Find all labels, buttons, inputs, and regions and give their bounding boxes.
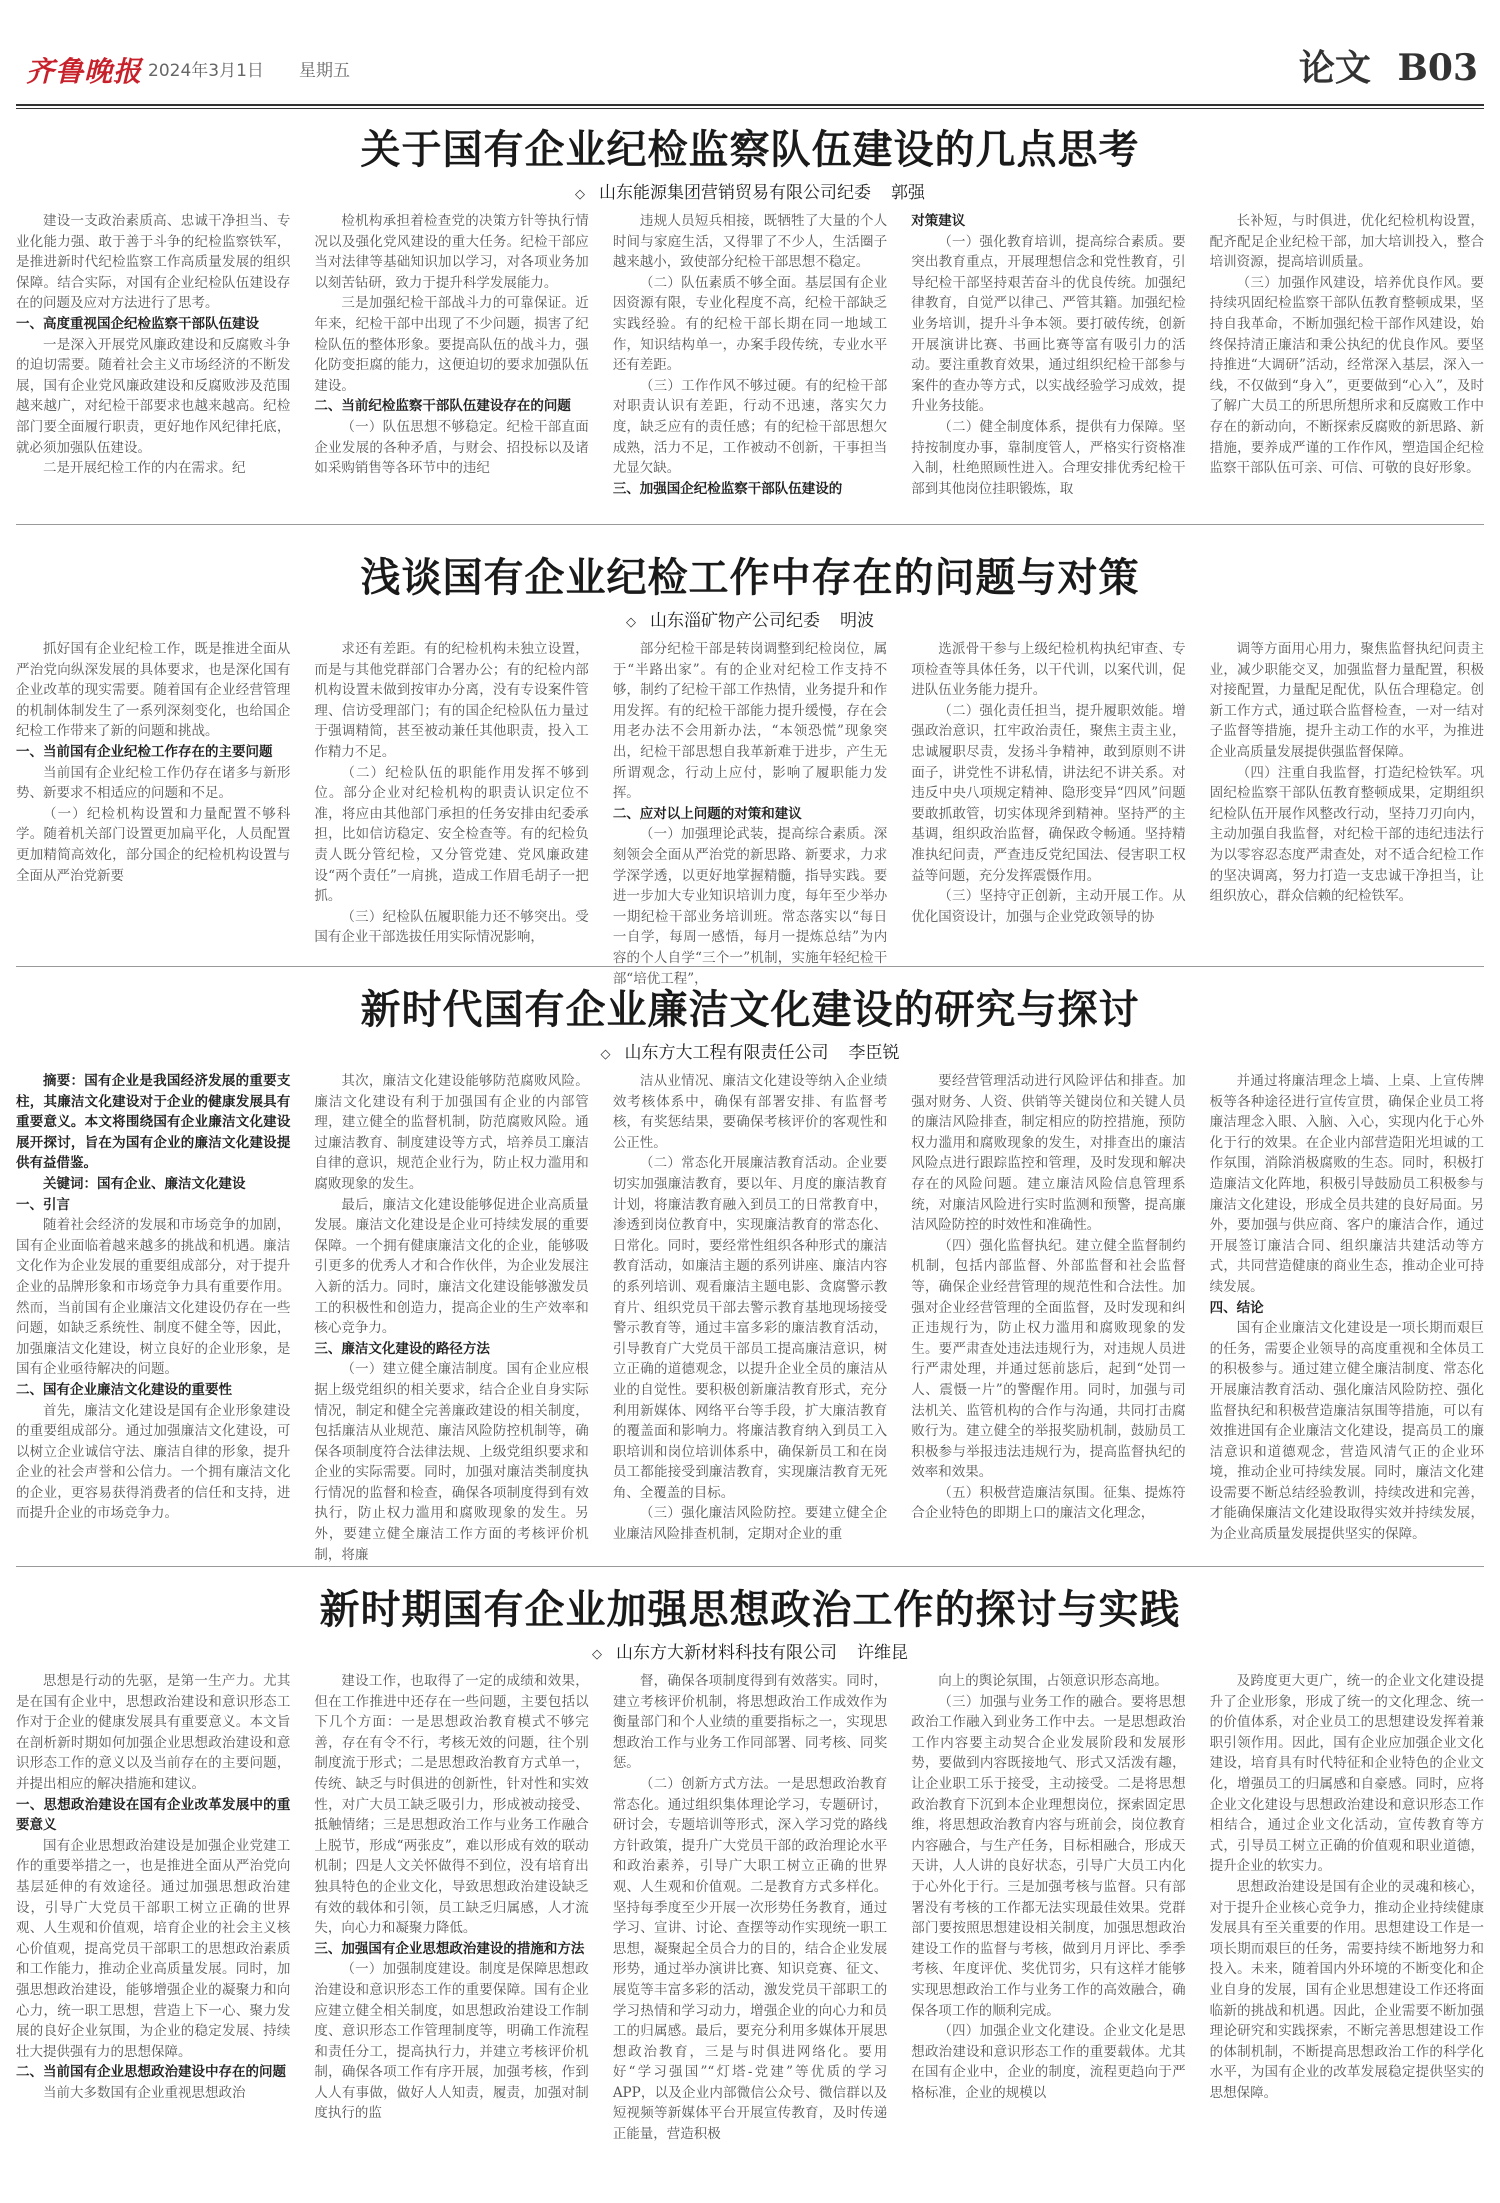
article-column bbox=[314, 211, 588, 509]
paragraph: 督，确保各项制度得到有效落实。同时，建立考核评价机制，将思想政治工作成效作为衡量部门和个人业绩的重要指标之一，实现思想政治工作与业务工作同部署、同考核、同奖惩。 bbox=[612, 1673, 888, 1772]
author-name: 李臣锐 bbox=[848, 1043, 900, 1063]
paragraph: （一）建立健全廉洁制度。国有企业应根据上级党组织的相关要求，结合企业自身实际情况，制定和健全完善廉政建设的相关制度，包括廉洁从业规范、廉洁风险防控机制等，确保各项制度符合法律法规、上级党组织要求和企业的实际需要。同时，加强对廉洁类制度执行情况的监督和检查，确保各项制度得到有效执行，防止权力滥用和腐败现象的发生。另外，要建立健全廉洁工作方面的考核评价机制，将廉 bbox=[314, 1361, 589, 1563]
paragraph: 要经营管理活动进行风险评估和排查。加强对财务、人资、供销等关键岗位和关键人员的廉洁风险排查，制定相应的防控措施，预防权力滥用和腐败现象的发生，对排查出的廉洁风险点进行跟踪监控和管理，及时发现和解决存在的风险问题。建立廉洁风险信息管理系统，对廉洁风险进行实时监测和预警，提高廉洁风险防控的时效性和准确性。 bbox=[911, 1073, 1186, 1234]
paragraph: 并通过将廉洁理念上墙、上桌、上宣传牌板等各种途径进行宣传宣贯，确保企业员工将廉洁理念入眼、入脑、入心，实现内化于心外化于行的效果。在企业内部营造阳光坦诚的工作氛围，消除消极腐败的生态。同时，积极打造廉洁文化阵地，积极引导鼓励员工积极参与廉洁文化建设，形成全员共建的良好局面。另外，要加强与供应商、客户的廉洁合作，通过开展签订廉洁合同、组织廉洁共建活动等方式，共同营造健康的商业生态，推动企业可持续发展。 bbox=[1209, 1073, 1485, 1295]
diamond-icon: ◇ bbox=[600, 1047, 611, 1062]
section-heading: 三、廉洁文化建设的路径方法 bbox=[314, 1340, 490, 1357]
paragraph: （一）队伍思想不够稳定。纪检干部直面企业发展的各种矛盾，与财会、招投标以及诸如采购销售等各环节中的违纪 bbox=[314, 418, 589, 477]
paragraph: （四）注重自我监督，打造纪检铁军。巩固纪检监察干部队伍教育整顿成果，定期组织纪检队伍开展作风整改行动，坚持刀刃向内，主动加强自我监督，对纪检干部的违纪违法行为以零容忍态度严肃查处，对不适合纪检工作的坚决调离，努力打造一支忠诚干净担当，让组织放心，群众信赖的纪检铁军。 bbox=[1209, 764, 1485, 905]
issue-weekday: 星期五 bbox=[299, 61, 350, 81]
article-3 bbox=[16, 978, 1485, 1563]
article-column bbox=[1210, 639, 1484, 970]
article-column bbox=[16, 1671, 290, 2196]
article-column bbox=[314, 1671, 588, 2196]
article-column bbox=[911, 211, 1185, 509]
article-title: 新时代国有企业廉洁文化建设的研究与探讨 bbox=[360, 986, 1140, 1033]
newspaper-logo: 齐鲁晚报 bbox=[26, 55, 143, 88]
article-column bbox=[16, 211, 290, 509]
paragraph: 检机构承担着检查党的决策方针等执行情况以及强化党风建设的重大任务。纪检干部应当对法律等基础知识加以学习，对各项业务加以刻苦钻研，致力于提升科学发展能力。 bbox=[314, 213, 589, 291]
paragraph: 二是开展纪检工作的内在需求。纪 bbox=[43, 460, 246, 477]
paragraph: 洁从业情况、廉洁文化建设等纳入企业绩效考核体系中，确保有部署安排、有监督考核，有奖惩结果，要确保考核评价的客观性和公正性。 bbox=[612, 1073, 888, 1151]
paragraph: 当前国有企业纪检工作仍存在诸多与新形势、新要求不相适应的问题和不足。 bbox=[16, 764, 291, 802]
paragraph: （二）创新方式方法。一是思想政治教育常态化。通过组织集体理论学习，专题研讨，研讨会，专题培训等形式，深入学习党的路线方针政策，提升广大党员干部的政治理论水平和政治素养，引导广大职工树立正确的世界观、人生观和价值观。二是教育方式多样化。坚持每季度至少开展一次形势任务教育，通过学习、宣讲、讨论、查摆等动作实现统一职工思想，凝聚起全员合力的目的，结合企业发展形势，通过举办演讲比赛、知识竞赛、征文、展览等丰富多彩的活动，激发党员干部职工的学习热情和学习动力，增强企业的向心力和员工的归属感。最后，要充分利用多媒体开展思想政治教育，三是与时俱进网络化。要用好“学习强国”“灯塔-党建”等优质的学习APP，以及企业内部微信公众号、微信群以及短视频等新媒体平台开展宣传教育，及时传递正能量，营造积极 bbox=[612, 1775, 888, 2143]
paragraph: 抓好国有企业纪检工作，既是推进全面从严治党向纵深发展的具体要求，也是深化国有企业改革的现实需要。随着国有企业经营管理的机制体制发生了一系列深刻变化，也给国企纪检工作带来了新的问题和挑战。 bbox=[16, 641, 291, 740]
paragraph: （三）加强与业务工作的融合。要将思想政治工作融入到业务工作中去。一是思想政治工作内容要主动契合企业发展阶段和发展形势，要做到内容既接地气、形式又活泼有趣，让企业职工乐于接受，主动接受。二是将思想政治教育下沉到本企业理想岗位，探索固定思维，将思想政治教育内容与班前会，岗位教育内容融合，与生产任务，目标相融合，形成天天讲，人人讲的良好状态，引导广大员工内化于心外化于行。三是加强考核与监督。只有部署没有考核的工作都无法实现最佳效果。党群部门要按照思想建设相关制度，加强思想政治建设工作的监督与考核，做到月月评比、季季考核、年度评优、奖优罚劣，只有这样才能够实现思想政治工作与业务工作的高效融合，确保各项工作的顺利完成。 bbox=[911, 1693, 1186, 2019]
article-column bbox=[314, 639, 588, 970]
paragraph: （一）加强理论武装，提高综合素质。深刻领会全面从严治党的新思路、新要求，力求学深学透，以更好地掌握精髓，指导实践。要进一步加大专业知识培训力度，每年至少举办一期纪检干部业务培训班。常态落实以“每日一自学，每周一感悟，每月一提炼总结”为内容的个人自学“三个一”机制，实施年轻纪检干部“培优工程”， bbox=[612, 826, 888, 987]
article-column bbox=[613, 1671, 887, 2196]
section-heading: 二、国有企业廉洁文化建设的重要性 bbox=[16, 1381, 232, 1398]
paragraph: 求还有差距。有的纪检机构未独立设置，而是与其他党群部门合署办公；有的纪检内部机构设置未做到按审办分离，没有专设案件管理、信访受理部门；有的国企纪检队伍力量过于强调精简，甚至被动兼任其他职责，投入工作精力不足。 bbox=[314, 641, 589, 760]
article-body bbox=[16, 1071, 1485, 1563]
paragraph: 当前大多数国有企业重视思想政治 bbox=[43, 2084, 246, 2101]
article-byline bbox=[16, 178, 1484, 203]
paragraph: （三）加强作风建设，培养优良作风。要持续巩固纪检监察干部队伍教育整顿成果，坚持自我革命，不断加强纪检干部作风建设，始终保持清正廉洁和秉公执纪的优良作风。要坚持推进“大调研”活动，经常深入基层，深入一线，不仅做到“身入”，更要做到“心入”，及时了解广大员工的所思所想所求和反腐败工作中存在的新动向，不断探索反腐败的新思路、新措施，要养成严谨的工作作风，塑造国企纪检监察干部队伍可亲、可信、可敬的良好形象。 bbox=[1209, 274, 1485, 477]
diamond-icon: ◇ bbox=[592, 1647, 602, 1662]
paragraph: （四）加强企业文化建设。企业文化是思想政治建设和意识形态工作的重要载体。尤其在国有企业中，企业的制度，流程更趋向于严格标准，企业的规模以 bbox=[911, 2023, 1186, 2101]
paragraph: 长补短，与时俱进，优化纪检机构设置，配齐配足企业纪检干部，加大培训投入，整合培训资源，提高培训质量。 bbox=[1209, 213, 1485, 271]
diamond-icon: ◇ bbox=[575, 187, 585, 202]
article-body bbox=[16, 1671, 1484, 2196]
author-org: 山东能源集团营销贸易有限公司纪委 bbox=[599, 183, 871, 203]
paragraph: （三）纪检队伍履职能力还不够突出。受国有企业干部选拔任用实际情况影响， bbox=[314, 908, 589, 946]
paragraph: （二）强化责任担当，提升履职效能。增强政治意识，扛牢政治责任，聚焦主责主业，忠诚履职尽责，发扬斗争精神，敢到原则不讲面子，讲党性不讲私情，讲法纪不讲关系。对违反中央八项规定精神、隐形变异“四风”问题要敢抓敢管，切实体现斧到精神。坚持严的主基调，组织政治监督，确保政令畅通。坚持精准执纪问责，严查违反党纪国法、侵害职工权益等问题，充分发挥震慑作用。 bbox=[911, 702, 1186, 884]
paragraph: （二）队伍素质不够全面。基层国有企业因资源有限，专业化程度不高，纪检干部缺乏实践经验。有的纪检干部长期在同一地域工作，知识结构单一，办案手段传统，专业水平还有差距。 bbox=[612, 274, 888, 374]
article-column bbox=[911, 1071, 1185, 1557]
author-name: 许维昆 bbox=[857, 1643, 908, 1663]
abstract: 摘要：国有企业是我国经济发展的重要支柱，其廉洁文化建设对于企业的健康发展具有重要意义。本文将围绕国有企业廉洁文化建设展开探讨，旨在为国有企业的廉洁文化建设提供有益借鉴。 bbox=[16, 1073, 291, 1172]
author-org: 山东方大新材料科技有限公司 bbox=[616, 1643, 837, 1663]
article-column bbox=[314, 1071, 589, 1563]
section-heading: 二、当前国有企业思想政治建设中存在的问题 bbox=[16, 2064, 286, 2081]
section-heading: 一、思想政治建设在国有企业改革发展中的重要意义 bbox=[16, 1796, 291, 1834]
article-body bbox=[16, 211, 1484, 509]
article-column bbox=[16, 639, 290, 970]
section-heading: 二、应对以上问题的对策和建议 bbox=[612, 805, 802, 822]
page-number: B03 bbox=[1397, 47, 1478, 89]
paragraph: 建设工作，也取得了一定的成绩和效果，但在工作推进中还存在一些问题，主要包括以下几个方面：一是思想政治教育模式不够完善，存在有令不行，考核无效的问题，往个别制度流于形式；二是思想政治教育方式单一，传统、缺乏与时俱进的创新性，针对性和实效性，对广大员工缺乏吸引力，形成被动接受、抵触情绪；三是思想政治工作与业务工作融合上脱节，形成“两张皮”，难以形成有效的联动机制；四是人文关怀做得不到位，没有培育出独具特色的企业文化，导致思想政治建设缺乏有效的载体和引领，员工缺乏归属感，人才流失，向心力和凝聚力降低。 bbox=[314, 1673, 589, 1937]
author-org: 山东淄矿物产公司纪委 bbox=[650, 611, 820, 631]
article-column bbox=[1210, 1071, 1484, 1557]
article-body bbox=[16, 639, 1485, 987]
paragraph: （二）常态化开展廉洁教育活动。企业要切实加强廉洁教育，要以年、月度的廉洁教育计划，将廉洁教育融入到员工的日常教育中，渗透到岗位教育中，实现廉洁教育的常态化、日常化。同时，要经常性组织各种形式的廉洁教育活动，如廉洁主题的系列讲座、廉洁内容的系列培训、观看廉洁主题电影、贪腐警示教育片、组织党员干部去警示教育基地现场接受警示教育等，通过丰富多彩的廉洁教育活动，引导教育广大党员干部员工提高廉洁意识，树立正确的道德观念，以提升企业全员的廉洁从业的自觉性。要积极创新廉洁教育形式，充分利用新媒体、网络平台等手段，扩大廉洁教育的覆盖面和影响力。将廉洁教育纳入到员工入职培训和岗位培训体系中，确保新员工和在岗员工都能接受到廉洁教育，实现廉洁教育无死角、全覆盖的目标。 bbox=[612, 1155, 888, 1501]
paragraph: （三）坚持守正创新，主动开展工作。从优化国资设计，加强与企业党政领导的协 bbox=[911, 888, 1186, 925]
article-column bbox=[16, 1071, 290, 1557]
author-name: 明波 bbox=[840, 611, 874, 631]
article-title: 关于国有企业纪检监察队伍建设的几点思考 bbox=[360, 126, 1140, 173]
paragraph: （一）强化教育培训，提高综合素质。要突出教育重点，开展理想信念和党性教育，引导纪检干部坚持艰苦奋斗的优良传统。加强纪律教育，自觉严以律己、严管其籍。加强纪检业务培训，提升斗争本领。要打破传统，创新开展演讲比赛、书画比赛等富有吸引力的活动。要注重教育效果，通过组织纪检干部参与案件的查办等方式，以实战经验学习成效，提升业务技能。 bbox=[911, 233, 1186, 415]
paragraph: 部分纪检干部是转岗调整到纪检岗位，属于“半路出家”。有的企业对纪检工作支持不够，制约了纪检干部工作热情，业务提升和作用发挥。有的纪检干部能力提升缓慢，存在会用老办法不会用新办法，“本领恐慌”现象突出，纪检干部思想自我革新难于进步，产生无所谓观念，行动上应付，影响了履职能力发挥。 bbox=[612, 641, 888, 802]
author-name: 郭强 bbox=[891, 183, 925, 203]
article-1 bbox=[16, 118, 1484, 518]
section-heading: 对策建议 bbox=[911, 213, 966, 229]
article-divider bbox=[16, 524, 1484, 525]
masthead-rule-thin bbox=[16, 108, 1484, 109]
article-column bbox=[1210, 211, 1484, 509]
paragraph: 一是深入开展党风廉政建设和反腐败斗争的迫切需要。随着社会主义市场经济的不断发展，国有企业党风廉政建设和反腐败涉及范围越来越广，对纪检干部要求也越来越高。纪检部门要全面履行职责，更好地作风纪律托底，就必须加强队伍建设。 bbox=[16, 336, 291, 456]
article-column bbox=[613, 211, 887, 509]
article-title: 新时期国有企业加强思想政治工作的探讨与实践 bbox=[319, 1586, 1181, 1633]
paragraph: 其次，廉洁文化建设能够防范腐败风险。廉洁文化建设有利于加强国有企业的内部管理，建立健全的监督机制，防范腐败风险。通过廉洁教育、制度建设等方式，培养员工廉洁自律的意识，规范企业行为，防止权力滥用和腐败现象的发生。 bbox=[314, 1073, 589, 1192]
article-column bbox=[911, 1671, 1185, 2196]
section-heading: 三、加强国企纪检监察干部队伍建设的 bbox=[612, 480, 843, 497]
paragraph: 建设一支政治素质高、忠诚干净担当、专业化能力强、敢于善于斗争的纪检监察铁军，是推进新时代纪检监察工作高质量发展的组织保障。结合实际，对国有企业纪检队伍建设存在的问题及应对方法进行了思考。 bbox=[16, 213, 291, 312]
paragraph: （一）加强制度建设。制度是保障思想政治建设和意识形态工作的重要保障。国有企业应建立健全相关制度，如思想政治建设工作制度、意识形态工作管理制度等，明确工作流程和责任分工，提高执行力，并建立考核评价机制，确保各项工作有序开展，加强考核，作到人人有事做，做好人人知责，履责，加强对制度执行的监 bbox=[314, 1961, 589, 2122]
paragraph: 及跨度更大更广，统一的企业文化建设提升了企业形象，形成了统一的文化理念、统一的价值体系，对企业员工的思想建设发挥着兼职引领作用。因此，国有企业应加强企业文化建设，培育具有时代特征和企业特色的企业文化，增强员工的归属感和自豪感。同时，应将企业文化建设与思想政治建设和意识形态工作相结合，通过企业文化活动，宣传教育等方式，引导员工树立正确的价值观和职业道德，提升企业的软实力。 bbox=[1209, 1673, 1485, 1875]
article-divider bbox=[16, 1566, 1484, 1567]
article-column bbox=[613, 1071, 887, 1557]
paragraph: 调等方面用心用力，聚焦监督执纪问责主业，减少职能交叉，加强监督力量配置，积极对接配置，力量配足配优，队伍合理稳定。创新工作方式，通过联合监督检查，一对一结对子监督等措施，提升主动工作的水平，为推进企业高质量发展提供强监督保障。 bbox=[1209, 641, 1485, 760]
author-org: 山东方大工程有限责任公司 bbox=[624, 1043, 829, 1063]
keywords: 关键词：国有企业、廉洁文化建设 bbox=[43, 1175, 246, 1192]
section-heading: 三、加强国有企业思想政治建设的措施和方法 bbox=[314, 1940, 585, 1957]
paragraph: 向上的舆论氛围，占领意识形态高地。 bbox=[938, 1673, 1168, 1689]
section-label bbox=[1299, 40, 1478, 91]
paragraph: 首先，廉洁文化建设是国有企业形象建设的重要组成部分。通过加强廉洁文化建设，可以树立企业诚信守法、廉洁自律的形象，提升企业的社会声誉和公信力。一个拥有廉洁文化的企业，更容易获得消费者的信任和支持，进而提升企业的市场竞争力。 bbox=[16, 1402, 291, 1522]
issue-date: 2024年3月1日 bbox=[148, 61, 264, 81]
paragraph: 国有企业思想政治建设是加强企业党建工作的重要举措之一，也是推进全面从严治党向基层延伸的有效途径。通过加强思想政治建设，引导广大党员干部职工树立正确的世界观、人生观和价值观，培育企业的社会主义核心价值观，提高党员干部职工的思想政治素质和工作能力，推动企业高质量发展。同时，加强思想政治建设，能够增强企业的凝聚力和向心力，统一职工思想，营造上下一心、聚力发展的良好企业氛围，为企业的稳定发展、持续壮大提供强有力的思想保障。 bbox=[16, 1837, 291, 2060]
paragraph: 最后，廉洁文化建设能够促进企业高质量发展。廉洁文化建设是企业可持续发展的重要保障。一个拥有健康廉洁文化的企业，能够吸引更多的优秀人才和合作伙伴，为企业发展注入新的活力。同时，廉洁文化建设能够激发员工的积极性和创造力，提高企业的生产效率和核心竞争力。 bbox=[314, 1196, 589, 1337]
article-column bbox=[911, 639, 1185, 970]
paragraph: 思想是行动的先驱，是第一生产力。尤其是在国有企业中，思想政治建设和意识形态工作对于企业的健康发展具有重要意义。本文旨在剖析新时期如何加强企业思想政治建设和意识形态工作的意义以及当前存在的主要问题，并提出相应的解决措施和建议。 bbox=[16, 1673, 291, 1792]
section-heading: 一、当前国有企业纪检工作存在的主要问题 bbox=[16, 743, 273, 760]
paragraph: （五）积极营造廉洁氛围。征集、提炼符合企业特色的即期上口的廉洁文化理念， bbox=[911, 1484, 1186, 1522]
section-heading: 一、引言 bbox=[16, 1196, 70, 1213]
article-column bbox=[1210, 1671, 1484, 2196]
paragraph: （三）强化廉洁风险防控。要建立健全企业廉洁风险排查机制，定期对企业的重 bbox=[612, 1505, 888, 1543]
paragraph: 国有企业廉洁文化建设是一项长期而艰巨的任务，需要企业领导的高度重视和全体员工的积极参与。通过建立健全廉洁制度、常态化开展廉洁教育活动、强化廉洁风险防控、强化监督执纪和积极营造廉洁氛围等措施，可以有效推进国有企业廉洁文化建设，提高员工的廉洁意识和道德观念，营造风清气正的企业环境，推动企业可持续发展。同时，廉洁文化建设需要不断总结经验教训，持续改进和完善，才能确保廉洁文化建设取得实效并持续发展，为企业高质量发展提供坚实的保障。 bbox=[1209, 1320, 1485, 1543]
paragraph: 选派骨干参与上级纪检机构执纪审查、专项检查等具体任务，以干代训，以案代训，促进队伍业务能力提升。 bbox=[911, 641, 1186, 699]
paragraph: （三）工作作风不够过硬。有的纪检干部对职责认识有差距，行动不迅速，落实欠力度，缺乏应有的责任感；有的纪检干部思想欠成熟，活力不足，工作被动不创新，干事担当尤显欠缺。 bbox=[612, 377, 888, 477]
paragraph: 违规人员短兵相接，既牺牲了大量的个人时间与家庭生活，又得罪了不少人，生活圈子越来越小，致使部分纪检干部思想不稳定。 bbox=[612, 213, 888, 271]
paragraph: （一）纪检机构设置和力量配置不够科学。随着机关部门设置更加扁平化，人员配置更加精简高效化，部分国企的纪检机构设置与全面从严治党新要 bbox=[16, 805, 291, 884]
masthead-rule bbox=[16, 104, 1484, 106]
article-divider bbox=[16, 966, 1484, 967]
article-4 bbox=[16, 1578, 1484, 2198]
article-column bbox=[612, 639, 888, 987]
article-title: 浅谈国有企业纪检工作中存在的问题与对策 bbox=[360, 554, 1140, 601]
article-byline bbox=[16, 606, 1484, 631]
article-byline bbox=[16, 1638, 1484, 1663]
diamond-icon: ◇ bbox=[626, 615, 636, 630]
paragraph: 思想政治建设是国有企业的灵魂和核心，对于提升企业核心竞争力，推动企业持续健康发展具有至关重要的作用。思想建设工作是一项长期而艰巨的任务，需要持续不断地努力和投入。未来，随着国内外环境的不断变化和企业自身的发展，国有企业思想建设工作还将面临新的挑战和机遇。因此，企业需要不断加强理论研究和实践探索，不断完善思想建设工作的体制机制，不断提高思想政治工作的科学化水平，为国有企业的改革发展稳定提供坚实的思想保障。 bbox=[1209, 1878, 1485, 2101]
paragraph: （二）纪检队伍的职能作用发挥不够到位。部分企业对纪检机构的职责认识定位不准，将应由其他部门承担的任务安排由纪委承担，比如信访稳定、安全检查等。有的纪检负责人既分管纪检，又分管党建、党风廉政建设“两个责任”一肩挑，造成工作眉毛胡子一把抓。 bbox=[314, 764, 589, 905]
paragraph: （二）健全制度体系，提供有力保障。坚持按制度办事，靠制度管人，严格实行资格准入制，杜绝照顾性进入。合理安排优秀纪检干部到其他岗位挂职锻炼，取 bbox=[911, 418, 1186, 497]
article-byline bbox=[16, 1038, 1484, 1063]
section-heading: 四、结论 bbox=[1209, 1299, 1264, 1316]
paragraph: （四）强化监督执纪。建立健全监督制约机制，包括内部监督、外部监督和社会监督等，确保企业经营管理的规范性和合法性。加强对企业经营管理的全面监督，及时发现和纠正违规行为，防止权力滥用和腐败现象的发生。要严肃查处违法违规行为，对违规人员进行严肃处理，并通过惩前毖后，起到“处罚一人、震慑一片”的警醒作用。同时，加强与司法机关、监管机构的合作与沟通，共同打击腐败行为。建立健全的举报奖励机制，鼓励员工积极参与举报违法违规行为，提高监督执纪的效率和效果。 bbox=[911, 1237, 1186, 1481]
paragraph: 随着社会经济的发展和市场竞争的加剧，国有企业面临着越来越多的挑战和机遇。廉洁文化作为企业发展的重要组成部分，对于提升企业的品牌形象和市场竞争力具有重要作用。然而，当前国有企业廉洁文化建设仍存在一些问题，如缺乏系统性、制度不健全等，因此，加强廉洁文化建设，树立良好的企业形象，是国有企业亟待解决的问题。 bbox=[16, 1217, 291, 1378]
section-heading: 二、当前纪检监察干部队伍建设存在的问题 bbox=[314, 398, 571, 415]
paragraph: 三是加强纪检干部战斗力的可靠保证。近年来，纪检干部中出现了不少问题，损害了纪检队伍的整体形象。要提高队伍的战斗力，强化防变拒腐的能力，这便迫切的要求加强队伍建设。 bbox=[314, 295, 589, 394]
article-2 bbox=[16, 546, 1485, 987]
section-heading: 一、高度重视国企纪检监察干部队伍建设 bbox=[16, 315, 259, 332]
section-name: 论文 bbox=[1298, 47, 1371, 89]
masthead bbox=[16, 36, 1484, 104]
